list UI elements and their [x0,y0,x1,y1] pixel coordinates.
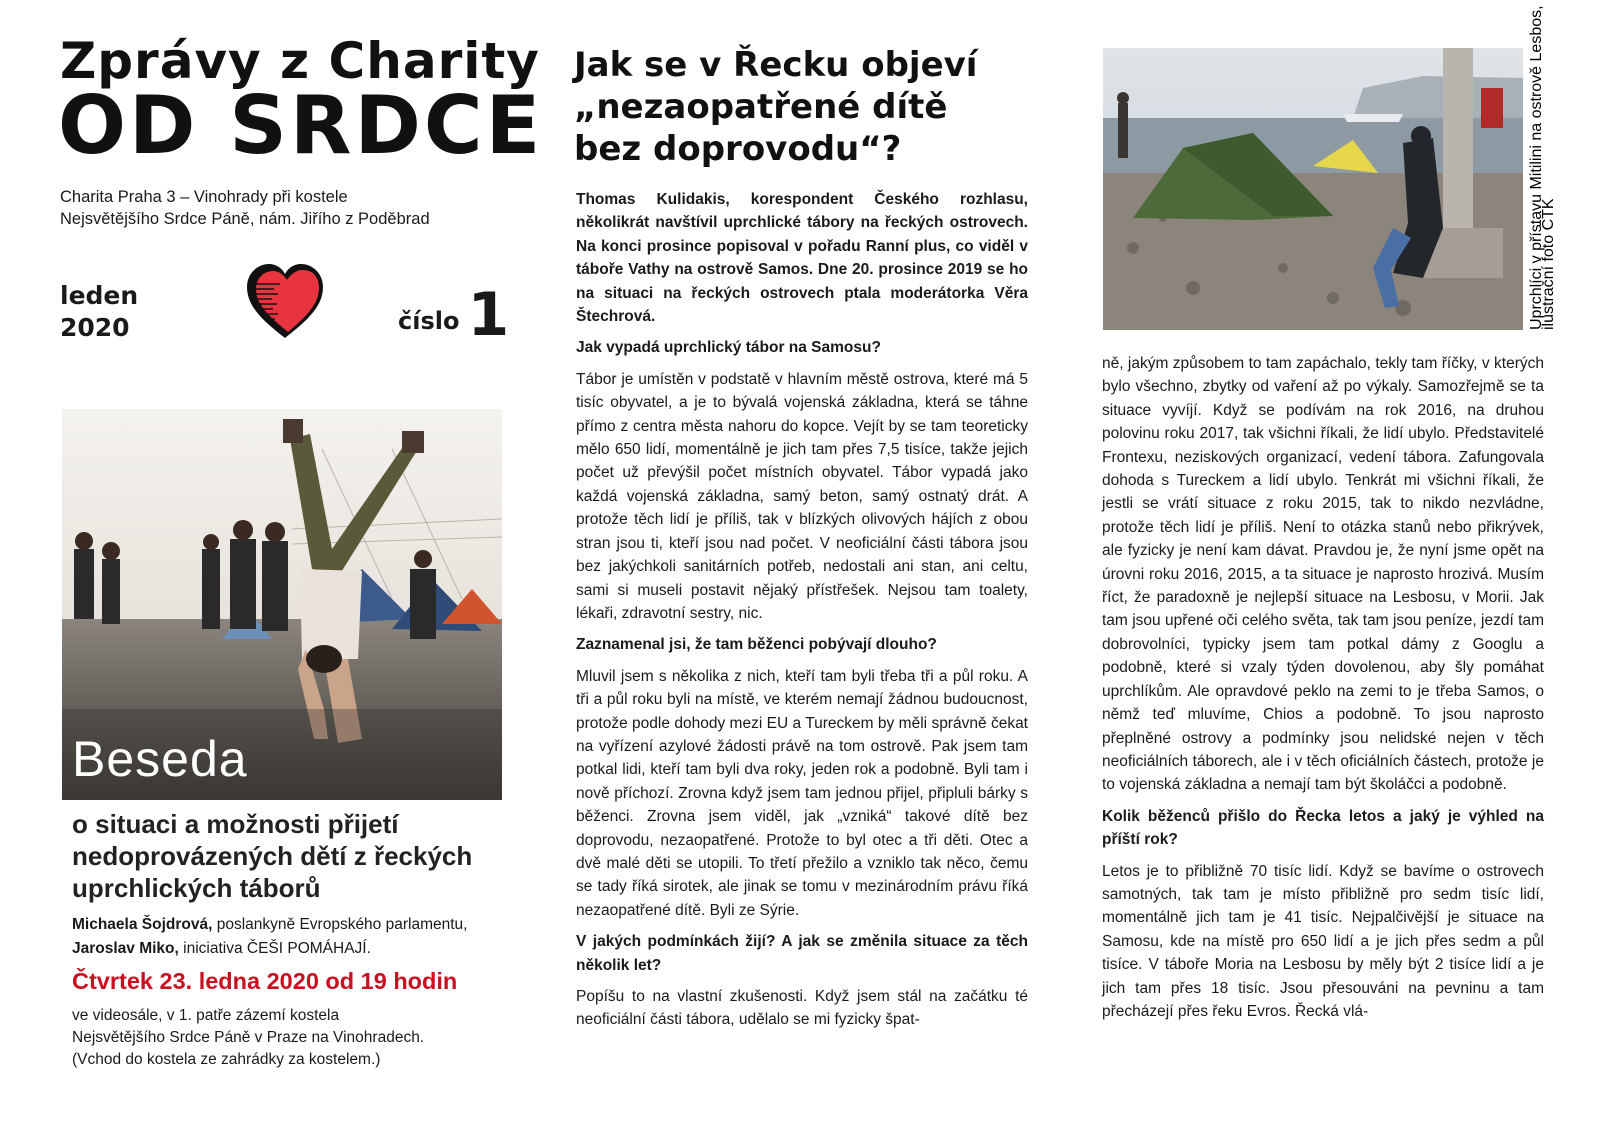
event-photo-title: Beseda [72,731,248,787]
speaker-1 [72,913,542,937]
interview-answer: Tábor je umístěn v podstatě v hlavním městě ostrova, které má 5 tisíc obyvatel, a je to bývalá vojenská základna, která se táhne přímo z centra města nahoru do kopce. Vejít by se tam teoreticky mělo 650 lidí, momentálně je jich tam přes 7,5 tisíce, takže jejich počet už převýšil počet místních obyvatel. Tábor vypadá jako každá vojenská základna, samý beton, samý ostnatý drát. A protože těch lidí je příliš, tak v blízkých olivových hájích z obou stran jsou ti, kteří jsou nad počet. V neoficiální části tábora jsou bez jakýchkoli sanitárních potřeb, nedostali ani stan, ani celtu, sami si museli postavit nějaký přístřešek. Nejsou tam toalety, lékaři, zdravotní sestry, nic. [576,370,1028,622]
headline-line: „nezaopatřené dítě [574,87,948,127]
photo-caption [1528,5,1557,330]
speaker-2 [72,937,542,961]
interview-question: V jakých podmínkách žijí? A jak se změnila situace za těch několik let? [576,933,1028,974]
venue-line: ve videosále, v 1. patře zázemí kostela [72,1007,340,1024]
speaker-name: Jaroslav Miko, [72,940,179,957]
article-column-2 [1102,352,1544,1031]
issue-number [398,280,509,350]
article-photo [1103,48,1523,330]
publisher-line: Nejsvětějšího Srdce Páně, nám. Jiřího z Poděbrad [60,210,430,228]
event-title: o situaci a možnosti přijetí nedoprovázených dětí z řeckých uprchlických táborů [72,809,473,903]
interview-answer: Mluvil jsem s několika z nich, kteří tam byli třeba tři a půl roku. A tři a půl roku byli na místě, ve kterém nemají žádnou budoucnost, protože podle dohody mezi EU a Tureckem by měli správně čekat na vyřízení azylové žádosti právě na tom ostrově. Pak jsem tam potkal lidi, kteří tam byli dva roky, jeden rok a podobně. Byli tam i nově příchozí. Zrovna když jsem tam jednou přijel, připluli bárky s běženci. Zrovna jsem viděl, jak „vzniká“ takové dítě bez doprovodu, nezaopatřené. Protože to byl otec a tři děti. Otec a dvě malé děti se utopili. To třetí přežilo a vzniklo tak něco, čemu se tady říká sirotek, ale jinak se tomu v mezinárodním právu říká nezaopatřené dítě. Byli ze Sýrie. [576,667,1028,919]
publisher-line: Charita Praha 3 – Vinohrady při kostele [60,188,348,206]
event-venue [72,1005,542,1071]
issue-month: leden [60,281,139,310]
issue-year: 2020 [60,313,130,342]
speaker-role: iniciativa ČEŠI POMÁHAJÍ. [178,940,371,957]
speaker-role: poslankyně Evropského parlamentu, [212,916,468,933]
masthead-subtitle: Zprávy z Charity [60,32,540,90]
interview-answer: ně, jakým způsobem to tam zapáchalo, tekly tam říčky, v kterých bylo všechno, zbytky od vaření až po výkaly. Samozřejmě se ta situace vyvíjí. Když se podívám na rok 2016, na druhou polovinu roku 2017, tak všichni říkali, že lidí ubylo. Představitelé Frontexu, neziskových organizací, vedení tábora. Zafungovala dohoda s Tureckem a lidí ubylo. Tenkrát mi všichni říkali, že jestli se vrátí situace z roku 2015, tak to nikdo nezvládne, protože těch lidí je příliš. Není to otázka stanů nebo přikrývek, ale fyzicky je není kam dávat. Pravdou je, že nyní jsme opět na úrovni roku 2016, 2015, a ta situace je naprosto hrozivá. Musím říct, že paradoxně je nejlepší situace na Lesbosu, v Morii. Jak tam jsou upřené oči celého světa, tak tam jsou peníze, jezdí tam dobrovolníci, typicky jsem tam potkal dámy z Googlu a podobně, které si vzaly týden dovolenou, aby šly pomáhat uprchlíkům. Ale opravdové peklo na zemi to je třeba Samos, o němž teď mluvíme, Chios a podobně. To jsou naprosto přeplněné ostrovy a podmínky jsou nelidské nejen v těch neoficiálních táborech, ale i v těch oficiálních částech, protože je to vojenská základna a nemají tam být školáčci a podobně. [1102,355,1544,794]
photo-caption-line: ilustrační foto ČTK [1540,198,1557,330]
venue-line: Nejsvětějšího Srdce Páně v Praze na Vinohradech. [72,1029,425,1046]
venue-line: (Vchod do kostela ze zahrádky za kostelem.) [72,1051,381,1068]
issue-number-value: 1 [467,280,510,350]
interview-answer: Popíšu to na vlastní zkušenosti. Když jsem stál na začátku té neoficiální části tábora, udělalo se mi fyzicky špat- [576,988,1028,1029]
publisher-info [60,186,520,230]
issue-date [60,280,138,344]
masthead-title: OD SRDCE [58,79,544,172]
interview-question: Kolik běženců přišlo do Řecka letos a jaký je výhled na příští rok? [1102,807,1544,849]
event-speakers [72,913,542,961]
issue-label: číslo [398,307,460,335]
speaker-name: Michaela Šojdrová, [72,916,213,933]
interview-question: Jak vypadá uprchlický tábor na Samosu? [576,339,881,357]
interview-question: Zaznamenal jsi, že tam běženci pobývají dlouho? [576,636,937,654]
headline-line: bez doprovodu“? [574,129,902,169]
article-lead: Thomas Kulidakis, korespondent Českého rozhlasu, několikrát navštívil uprchlické tábory na řeckých ostrovech. Na konci prosince popisoval v pořadu Ranní plus, co viděl v táboře Vathy na ostrově Samos. Dne 20. prosince 2019 se ho na situaci na řeckých ostrovech ptala moderátorka Věra Štechrová. [576,191,1028,326]
article-headline [574,44,1014,170]
event-date: Čtvrtek 23. ledna 2020 od 19 hodin [72,968,458,994]
photo-caption-line: Uprchlíci v přístavu Mitilini na ostrově Lesbos, [1528,5,1545,330]
interview-answer: Letos je to přibližně 70 tisíc lidí. Když se bavíme o ostrovech samotných, tak tam je místo přibližně pro sedm tisíc lidí, momentálně jich tam je 41 tisíc. Nejpalčivější je situace na Samosu, kde na místě pro 650 lidí a je jich přes sedm a půl tisíce. V táboře Moria na Lesbosu by měly být 2 tisíce lidí a je jich tam přes 18 tisíc. Jsou přesouváni na pevninu a tam přecházejí přes řeku Evros. Řecká vlá- [1102,862,1544,1020]
heart-icon [244,262,326,342]
headline-line: Jak se v Řecku objeví [574,45,978,85]
article-column-1 [576,188,1028,1040]
